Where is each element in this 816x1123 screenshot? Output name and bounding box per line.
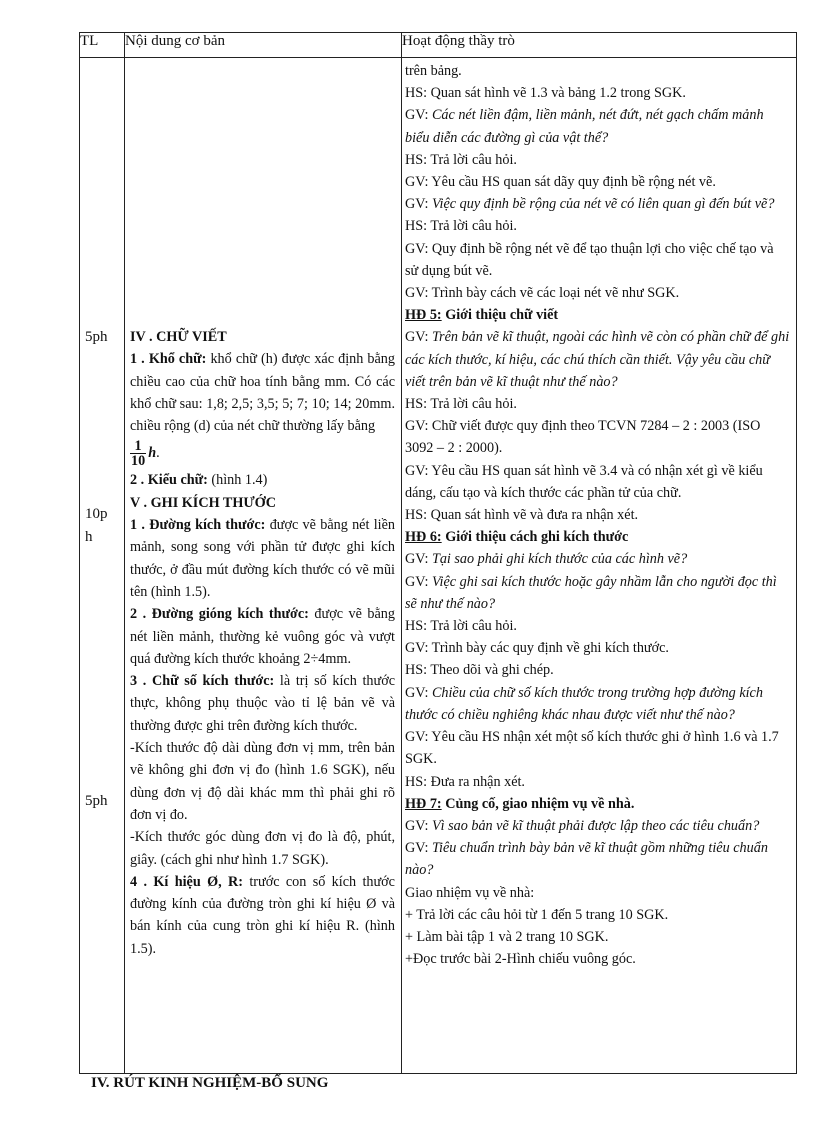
activity-line: GV: Vì sao bản vẽ kĩ thuật phải được lập theo các tiêu chuẩn?	[405, 817, 760, 834]
content-paragraph: 3 . Chữ số kích thước: là trị số kích thước thực, không phụ thuộc vào tỉ lệ bản vẽ và thường được ghi trên đường kích thước.	[130, 673, 395, 734]
time-label: h	[85, 529, 93, 545]
time-column	[80, 58, 125, 1074]
content-paragraph: 2 . Kiểu chữ: (hình 1.4)	[130, 472, 268, 489]
activity-line: Giao nhiệm vụ về nhà:	[405, 884, 535, 901]
activity-line: GV: Các nét liền đậm, liền mảnh, nét đứt, nét gạch chấm mảnh biểu diễn các đường gì của vật thể?	[405, 107, 764, 146]
activity-line: HS: Theo dõi và ghi chép.	[405, 662, 554, 679]
header-content: Nội dung cơ bản	[125, 33, 402, 58]
activity-line: GV: Tiêu chuẩn trình bày bản vẽ kĩ thuật gồm những tiêu chuẩn nào?	[405, 840, 768, 879]
activity-heading-hd7: HĐ 7: Củng cố, giao nhiệm vụ về nhà.	[405, 795, 635, 812]
activity-line: GV: Chữ viết được quy định theo TCVN 7284 – 2 : 2003 (ISO 3092 – 2 : 2000).	[405, 418, 761, 457]
activity-line: HS: Đưa ra nhận xét.	[405, 773, 525, 790]
activity-line: GV: Yêu cầu HS quan sát dãy quy định bề rộng nét vẽ.	[405, 174, 716, 191]
activity-line: + Trả lời các câu hỏi từ 1 đến 5 trang 10 SGK.	[405, 906, 669, 923]
activity-line: GV: Trình bày cách vẽ các loại nét vẽ như SGK.	[405, 285, 680, 302]
table-header-row	[80, 33, 797, 58]
activity-line: HS: Trả lời câu hỏi.	[405, 396, 517, 413]
header-tl: TL	[80, 33, 125, 58]
activity-line: GV: Quy định bề rộng nét vẽ để tạo thuận lợi cho việc chế tạo và sử dụng bút vẽ.	[405, 240, 774, 279]
content-paragraph: -Kích thước độ dài dùng đơn vị mm, trên bản vẽ không ghi đơn vị đo (hình 1.6 SGK), nếu dùng đơn vị độ dài khác mm thì phải ghi rõ đơn vị đo.	[130, 740, 395, 823]
activity-line: trên bảng.	[405, 63, 462, 79]
activity-line: +Đọc trước bài 2-Hình chiếu vuông góc.	[405, 951, 636, 968]
section-title-writing: IV . CHỮ VIẾT	[130, 329, 227, 345]
content-paragraph: 4 . Kí hiệu Ø, R: trước con số kích thước đường kính của đường tròn ghi kí hiệu Ø và bán kính của cung tròn ghi kí hiệu R. (hình 1.5).	[130, 873, 395, 957]
time-label: 5ph	[85, 329, 108, 345]
content-paragraph: -Kích thước góc dùng đơn vị đo là độ, phút, giây. (cách ghi như hình 1.7 SGK).	[130, 829, 395, 868]
content-column	[125, 58, 402, 1074]
activity-line: GV: Tại sao phải ghi kích thước của các hình vẽ?	[405, 551, 688, 568]
fraction-line: $\frac{1}{10}$ h.	[131, 438, 160, 470]
content-paragraph: 1 . Khổ chữ: khổ chữ (h) được xác định bằng chiều cao của chữ hoa tính bằng mm. Có các khổ chữ sau: 1,8; 2,5; 3,5; 5; 7; 10; 14; 20mm. chiều rộng (d) của nét chữ thường lấy bằng	[130, 351, 395, 435]
activity-line: HS: Trả lời câu hỏi.	[405, 618, 517, 635]
activity-line: GV: Trình bày các quy định về ghi kích thước.	[405, 640, 669, 657]
content-paragraph: 1 . Đường kích thước: được vẽ bằng nét liền mảnh, song song với phần tử được ghi kích thước, ở đầu mút đường kích thước có vẽ mũi tên (hình 1.5).	[130, 517, 395, 600]
activity-line: HS: Quan sát hình vẽ 1.3 và bảng 1.2 trong SGK.	[405, 85, 686, 102]
time-label: 5ph	[85, 793, 108, 809]
activity-line: GV: Yêu cầu HS quan sát hình vẽ 3.4 và có nhận xét gì về kiểu dáng, cấu tạo và kích thước các phần tử của chữ.	[405, 462, 763, 501]
activity-column	[402, 58, 797, 1074]
section-footer-heading: IV. RÚT KINH NGHIỆM-BỔ SUNG	[91, 1075, 329, 1091]
table-body-row	[80, 58, 797, 1074]
activity-line: HS: Quan sát hình vẽ và đưa ra nhận xét.	[405, 507, 639, 524]
lesson-table	[79, 32, 797, 1074]
activity-line: HS: Trả lời câu hỏi.	[405, 218, 517, 235]
fraction: $\frac{1}{10}$	[131, 438, 146, 470]
activity-line: GV: Trên bản vẽ kĩ thuật, ngoài các hình vẽ còn có phần chữ để ghi các kích thước, kí hiệu, các chú thích cần thiết. Vậy yêu cầu chữ viết trên bản vẽ kĩ thuật như thế nào?	[405, 329, 790, 390]
activity-heading-hd6: HĐ 6: Giới thiệu cách ghi kích thước	[405, 529, 629, 546]
activity-line: GV: Việc quy định bề rộng của nét vẽ có liên quan gì đến bút vẽ?	[405, 196, 775, 213]
header-activity: Hoạt động thầy trò	[402, 33, 797, 58]
activity-line: GV: Việc ghi sai kích thước hoặc gây nhầm lẫn cho người đọc thì sẽ như thế nào?	[405, 573, 777, 612]
activity-line: GV: Yêu cầu HS nhận xét một số kích thước ghi ở hình 1.6 và 1.7 SGK.	[405, 729, 779, 768]
section-title-dimension: V . GHI KÍCH THƯỚC	[130, 494, 276, 511]
activity-line: GV: Chiều của chữ số kích thước trong trường hợp đường kích thước có chiều nghiêng khác nhau được viết như thế nào?	[405, 684, 763, 723]
activity-line: + Làm bài tập 1 và 2 trang 10 SGK.	[405, 928, 609, 945]
activity-heading-hd5: HĐ 5: Giới thiệu chữ viết	[405, 307, 559, 324]
content-paragraph: 2 . Đường gióng kích thước: được vẽ bằng nét liền mảnh, thường kẻ vuông góc và vượt quá đường kích thước khoảng 2÷4mm.	[130, 606, 395, 667]
activity-line: HS: Trả lời câu hỏi.	[405, 151, 517, 168]
time-label: 10p	[85, 506, 108, 522]
